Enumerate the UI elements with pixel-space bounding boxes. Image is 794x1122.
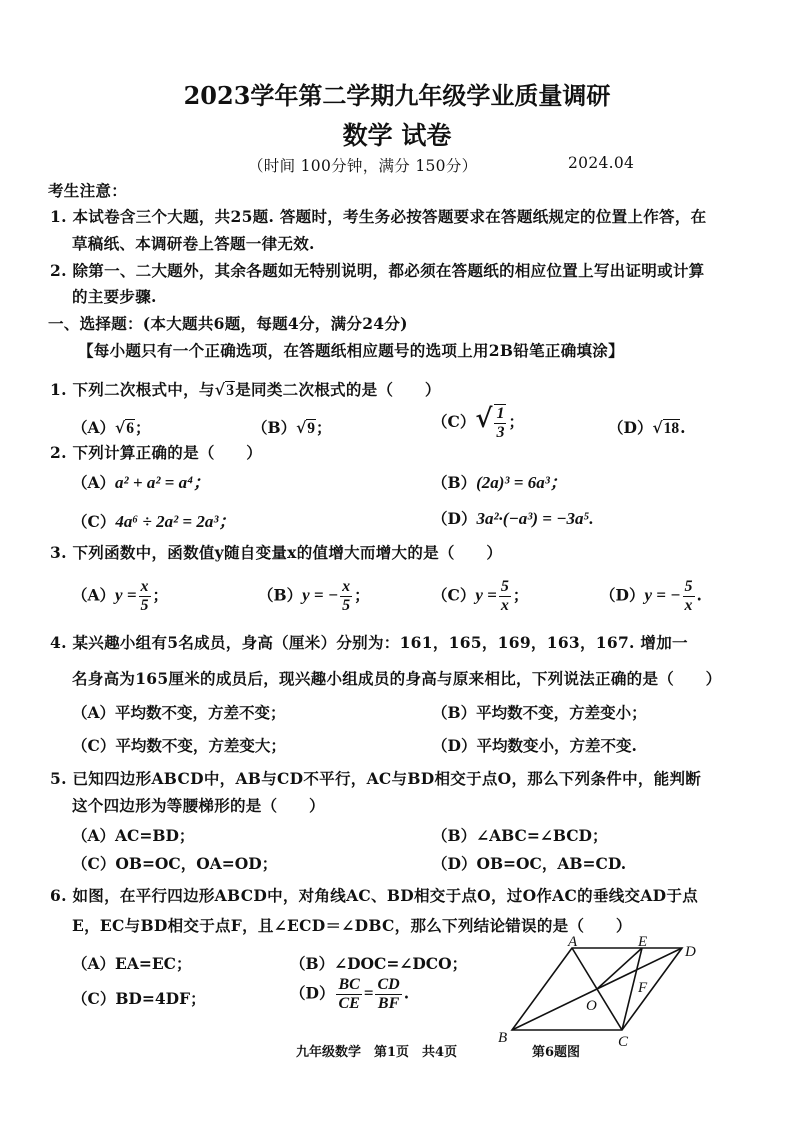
question-5-stem-cont: 这个四边形为等腰梯形的是（ ） — [72, 796, 325, 815]
section-instruction: 【每小题只有一个正确选项，在答题纸相应题号的选项上用2B铅笔正确填涂】 — [78, 341, 624, 360]
question-4-stem-cont: 名身高为165厘米的成员后，现兴趣小组成员的身高与原来相比，下列说法正确的是（ ） — [72, 669, 722, 688]
q3-option-c: （C）y = $\frac{5}{x}$ ； — [432, 578, 529, 614]
q6-option-c: （C）BD=4DF； — [72, 989, 206, 1008]
q4-option-c: （C）平均数不变，方差变大； — [72, 736, 286, 755]
label-a: A — [568, 934, 578, 950]
q1-option-a: （A）√6； — [72, 418, 151, 437]
q5-option-b: （B）∠ABC=∠BCD； — [432, 826, 608, 845]
sqrt-symbol: √3 — [214, 380, 235, 399]
section-heading: 一、选择题：(本大题共6题，每题4分，满分24分) — [48, 314, 408, 333]
q1-option-b: （B）√9； — [252, 418, 332, 437]
q2-option-d: （D）3a²·(−a³) = −3a⁵. — [432, 509, 594, 528]
q5-option-a: （A）AC=BD； — [72, 826, 195, 845]
q3-option-a: （A）y = $\frac{x}{5}$ ； — [72, 578, 169, 614]
q1-option-c: （C）√ $\frac{1}{3}$ ； — [432, 404, 524, 441]
q6-option-d: （D） $\frac{BC}{CE}$ = $\frac{CD}{BF}$ . — [290, 976, 410, 1012]
page-title: 2023学年第二学期九年级学业质量调研 — [183, 81, 611, 110]
q2-option-c: （C）4a⁶ ÷ 2a² = 2a³； — [72, 512, 236, 531]
page-subtitle: 数学 试卷 — [342, 121, 452, 150]
q2-option-b: （B）(2a)³ = 6a³； — [432, 473, 567, 492]
parallelogram-figure — [490, 934, 720, 1050]
page-number: 九年级数学 第1页 共4页 — [296, 1045, 458, 1060]
q3-option-b: （B）y = − $\frac{x}{5}$ ； — [258, 578, 370, 614]
question-6-stem: 6. 如图，在平行四边形ABCD中，对角线AC、BD相交于点O，过O作AC的垂线交AD于点 — [50, 886, 699, 905]
question-2-stem: 2. 下列计算正确的是（ ） — [50, 443, 263, 462]
question-5-stem: 5. 已知四边形ABCD中，AB与CD不平行，AC与BD相交于点O，那么下列条件中，能判断 — [50, 769, 702, 788]
notice-item-2: 2. 除第一、二大题外，其余各题如无特别说明，都必须在答题纸的相应位置上写出证明或计算 — [50, 261, 705, 280]
q4-option-a: （A）平均数不变，方差不变； — [72, 703, 286, 722]
q1-option-d: （D）√18. — [608, 418, 686, 437]
q5-option-d: （D）OB=OC，AB=CD. — [432, 854, 627, 873]
label-b: B — [498, 1030, 508, 1046]
q6-option-a: （A）EA=EC； — [72, 954, 192, 973]
q3-option-d: （D）y = − $\frac{5}{x}$ . — [600, 578, 702, 614]
exam-date: 2024.04 — [568, 154, 635, 172]
label-o: O — [586, 998, 597, 1014]
label-c: C — [618, 1034, 629, 1050]
question-3-stem: 3. 下列函数中，函数值y随自变量x的值增大而增大的是（ ） — [50, 543, 503, 562]
q6-option-b: （B）∠DOC=∠DCO； — [290, 954, 468, 973]
notice-heading: 考生注意： — [48, 181, 128, 200]
q2-option-a: （A）a² + a² = a⁴； — [72, 473, 211, 492]
q5-option-c: （C）OB=OC，OA=OD； — [72, 854, 278, 873]
label-d: D — [685, 944, 696, 960]
question-6-stem-cont: E，EC与BD相交于点F，且∠ECD＝∠DBC，那么下列结论错误的是（ ） — [72, 916, 632, 935]
notice-item-2-cont: 的主要步骤. — [72, 287, 157, 306]
time-info: （时间 100分钟，满分 150分） — [248, 157, 478, 175]
segment-eo — [597, 948, 642, 989]
figure-caption: 第6题图 — [532, 1045, 581, 1060]
notice-item-1-cont: 草稿纸、本调研卷上答题一律无效. — [72, 234, 315, 253]
notice-item-1: 1. 本试卷含三个大题，共25题. 答题时，考生务必按答题要求在答题纸规定的位置上作答，在 — [50, 207, 707, 226]
q4-option-d: （D）平均数变小，方差不变. — [432, 736, 637, 755]
question-4-stem: 4. 某兴趣小组有5名成员，身高（厘米）分别为：161，165，169，163，167. 增加一 — [50, 633, 688, 652]
q4-option-b: （B）平均数不变，方差变小； — [432, 703, 647, 722]
question-1-stem: 1. 下列二次根式中，与√3是同类二次根式的是（ ） — [50, 380, 441, 399]
label-f: F — [638, 980, 648, 996]
label-e: E — [638, 934, 648, 950]
